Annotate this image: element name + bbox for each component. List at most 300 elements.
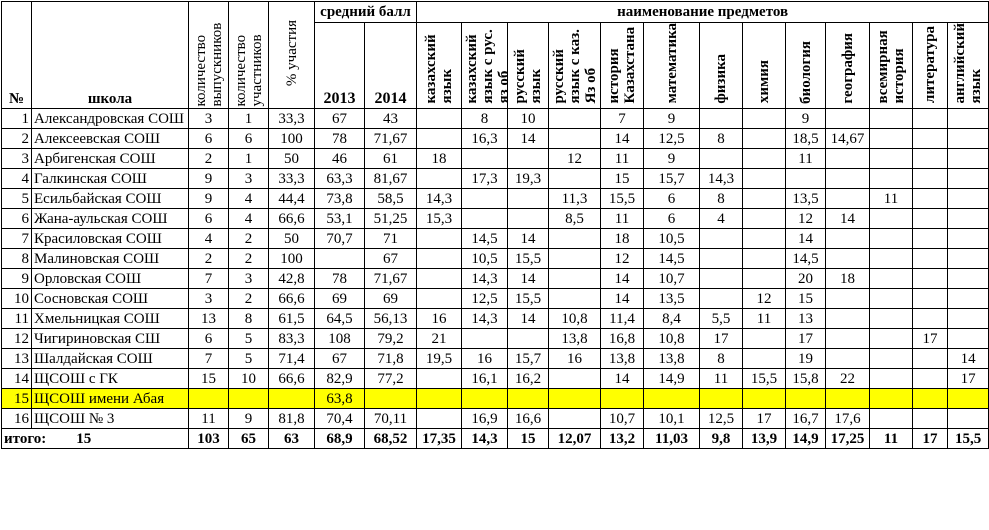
avg-score-2014: 56,13 (365, 309, 417, 329)
subject-score (948, 229, 989, 249)
table-row (2, 149, 989, 169)
school-name: Галкинская СОШ (32, 169, 189, 189)
school-name: Сосновская СОШ (32, 289, 189, 309)
subject-score (549, 249, 601, 269)
participation-pct: 61,5 (269, 309, 315, 329)
avg-score-2014: 77,2 (365, 369, 417, 389)
subject-score (786, 389, 826, 409)
subject-score (870, 289, 913, 309)
row-number: 1 (2, 109, 32, 129)
total-avg-2013: 68,9 (315, 429, 365, 449)
subject-score (948, 209, 989, 229)
avg-score-2014: 58,5 (365, 189, 417, 209)
table-header (2, 2, 989, 109)
subject-score: 15,5 (601, 189, 644, 209)
avg-score-2013: 70,4 (315, 409, 365, 429)
header-subject-label: география (839, 32, 856, 104)
subject-score (417, 129, 462, 149)
subject-score (913, 109, 948, 129)
subject-score: 11 (601, 209, 644, 229)
subject-score (826, 109, 870, 129)
subject-score: 16,2 (508, 369, 549, 389)
avg-score-2014: 71,8 (365, 349, 417, 369)
subject-score (913, 209, 948, 229)
participation-pct: 50 (269, 149, 315, 169)
header-subject-label: история Казахстана (606, 26, 639, 104)
graduates-count: 2 (189, 249, 229, 269)
subject-score (700, 109, 743, 129)
subject-score: 9 (644, 109, 700, 129)
subject-score (462, 209, 508, 229)
participation-pct: 66,6 (269, 369, 315, 389)
table-row (2, 409, 989, 429)
subject-score (508, 149, 549, 169)
subject-score: 17 (700, 329, 743, 349)
subject-score (508, 189, 549, 209)
subject-score: 13 (786, 309, 826, 329)
subject-score: 10,8 (644, 329, 700, 349)
school-name: Александровская СОШ (32, 109, 189, 129)
subject-score (743, 149, 786, 169)
header-subject-label: русский язык (512, 49, 545, 104)
subject-score (870, 229, 913, 249)
subject-score (644, 389, 700, 409)
subject-score (549, 109, 601, 129)
subject-score (743, 209, 786, 229)
subject-score (870, 329, 913, 349)
table-row (2, 269, 989, 289)
subject-score (508, 329, 549, 349)
header-subject-10 (870, 23, 913, 109)
avg-score-2014: 61 (365, 149, 417, 169)
subject-score (508, 209, 549, 229)
subject-score: 14 (508, 229, 549, 249)
subject-score (417, 229, 462, 249)
school-name: Чигириновская СШ (32, 329, 189, 349)
total-subject-score: 9,8 (700, 429, 743, 449)
header-school (32, 2, 189, 109)
subject-score: 14 (786, 229, 826, 249)
subject-score (826, 169, 870, 189)
participants-count: 2 (229, 249, 269, 269)
avg-score-2014: 71 (365, 229, 417, 249)
total-subject-score: 12,07 (549, 429, 601, 449)
subject-score: 15,3 (417, 209, 462, 229)
avg-score-2013: 69 (315, 289, 365, 309)
school-name: Алексеевская СОШ (32, 129, 189, 149)
subject-score (508, 389, 549, 409)
subject-score: 11 (786, 149, 826, 169)
totals-label: итого: (4, 430, 47, 447)
subject-score (870, 309, 913, 329)
subject-score (462, 189, 508, 209)
subject-score: 8 (462, 109, 508, 129)
participation-pct: 71,4 (269, 349, 315, 369)
totals-label-cell (2, 429, 189, 449)
participation-pct: 66,6 (269, 289, 315, 309)
subject-score (913, 269, 948, 289)
subject-score (549, 169, 601, 189)
avg-score-2014: 81,67 (365, 169, 417, 189)
school-name: Жана-аульская СОШ (32, 209, 189, 229)
subject-score (549, 129, 601, 149)
school-name: Хмельницкая СОШ (32, 309, 189, 329)
subject-score: 17 (913, 329, 948, 349)
subject-score (870, 169, 913, 189)
row-number: 10 (2, 289, 32, 309)
participants-count: 6 (229, 129, 269, 149)
subject-score: 10,7 (644, 269, 700, 289)
header-subject-5 (644, 23, 700, 109)
subject-score: 13,5 (786, 189, 826, 209)
subject-score (417, 409, 462, 429)
avg-score-2014: 43 (365, 109, 417, 129)
subject-score (826, 249, 870, 269)
avg-score-2013: 78 (315, 129, 365, 149)
subject-score: 14,67 (826, 129, 870, 149)
avg-score-2014: 70,11 (365, 409, 417, 429)
header-subject-2 (508, 23, 549, 109)
avg-score-2013 (315, 249, 365, 269)
header-subject-0 (417, 23, 462, 109)
header-year-2014-label: 2014 (374, 90, 407, 108)
subject-score (870, 269, 913, 289)
subject-score (913, 349, 948, 369)
subject-score: 13,8 (644, 349, 700, 369)
subject-score (743, 109, 786, 129)
school-name: Малиновская СОШ (32, 249, 189, 269)
row-number: 7 (2, 229, 32, 249)
row-number: 6 (2, 209, 32, 229)
total-subject-score: 13,2 (601, 429, 644, 449)
subject-score (549, 409, 601, 429)
subject-score: 14 (601, 289, 644, 309)
subject-score (913, 389, 948, 409)
avg-score-2013: 82,9 (315, 369, 365, 389)
subject-score: 18,5 (786, 129, 826, 149)
subject-score: 13,5 (644, 289, 700, 309)
header-subject-label: английский язык (952, 23, 985, 104)
avg-score-2013: 46 (315, 149, 365, 169)
subject-score: 8 (700, 129, 743, 149)
school-name: Есильбайская СОШ (32, 189, 189, 209)
participants-count: 5 (229, 349, 269, 369)
participants-count: 3 (229, 169, 269, 189)
table-row (2, 289, 989, 309)
subject-score: 11 (870, 189, 913, 209)
graduates-count: 15 (189, 369, 229, 389)
subject-score (913, 169, 948, 189)
subject-score: 18 (826, 269, 870, 289)
header-subject-12 (948, 23, 989, 109)
participation-pct: 50 (269, 229, 315, 249)
subject-score (870, 389, 913, 409)
subject-score (417, 389, 462, 409)
subject-score (743, 349, 786, 369)
total-subject-score: 13,9 (743, 429, 786, 449)
subject-score: 9 (786, 109, 826, 129)
subject-score: 13,8 (549, 329, 601, 349)
header-subject-6 (700, 23, 743, 109)
subject-score (549, 269, 601, 289)
subject-score (948, 289, 989, 309)
graduates-count: 9 (189, 189, 229, 209)
subject-score: 17 (786, 329, 826, 349)
graduates-count: 6 (189, 329, 229, 349)
subject-score: 11 (700, 369, 743, 389)
avg-score-2013: 64,5 (315, 309, 365, 329)
graduates-count (189, 389, 229, 409)
subject-score (417, 269, 462, 289)
subject-score (870, 209, 913, 229)
subject-score (948, 109, 989, 129)
header-graduates (189, 2, 229, 109)
header-subjects-title-label: наименование предметов (617, 4, 789, 20)
header-subject-label: биология (797, 40, 814, 104)
subject-score: 14 (948, 349, 989, 369)
subject-score: 15,7 (508, 349, 549, 369)
subject-score: 6 (644, 209, 700, 229)
subject-score (549, 289, 601, 309)
header-subject-11 (913, 23, 948, 109)
table-row (2, 229, 989, 249)
subject-score (743, 389, 786, 409)
subject-score: 14 (508, 309, 549, 329)
participants-count: 1 (229, 149, 269, 169)
subject-score (700, 229, 743, 249)
total-subject-score: 11,03 (644, 429, 700, 449)
header-subject-label: русский язык с каз. Яз об (551, 29, 600, 104)
subject-score: 14,3 (700, 169, 743, 189)
table-row (2, 349, 989, 369)
subject-score (549, 369, 601, 389)
subject-score: 16,1 (462, 369, 508, 389)
subject-score (948, 409, 989, 429)
table-row (2, 189, 989, 209)
subject-score: 14 (508, 129, 549, 149)
total-subject-score: 15,5 (948, 429, 989, 449)
subject-score (826, 229, 870, 249)
totals-row (2, 429, 989, 449)
total-participation-pct: 63 (269, 429, 315, 449)
subject-score (948, 389, 989, 409)
subject-score (948, 169, 989, 189)
header-subject-label: казахский язык (423, 34, 456, 104)
header-no (2, 2, 32, 109)
table-body (2, 109, 989, 449)
header-subject-1 (462, 23, 513, 109)
subject-score (743, 229, 786, 249)
subject-score (870, 129, 913, 149)
subject-score: 10,5 (644, 229, 700, 249)
table-row (2, 249, 989, 269)
school-name: ЩСОШ имени Абая (32, 389, 189, 409)
subject-score: 19,5 (417, 349, 462, 369)
subject-score: 14,5 (462, 229, 508, 249)
subject-score: 16,8 (601, 329, 644, 349)
subject-score: 15,7 (644, 169, 700, 189)
subject-score (417, 249, 462, 269)
avg-score-2013: 67 (315, 109, 365, 129)
avg-score-2014 (365, 389, 417, 409)
subject-score (870, 249, 913, 269)
subject-score: 17,3 (462, 169, 508, 189)
header-subject-label: математика (663, 23, 680, 104)
subject-score: 9 (644, 149, 700, 169)
participants-count (229, 389, 269, 409)
subject-score: 22 (826, 369, 870, 389)
subject-score (913, 289, 948, 309)
subject-score: 15,5 (508, 289, 549, 309)
participants-count: 10 (229, 369, 269, 389)
subject-score (743, 169, 786, 189)
header-graduates-label: количество выпускников (192, 22, 225, 106)
participation-pct: 83,3 (269, 329, 315, 349)
total-participants: 65 (229, 429, 269, 449)
subject-score: 14 (601, 269, 644, 289)
table-row (2, 129, 989, 149)
participants-count: 8 (229, 309, 269, 329)
header-participants (229, 2, 269, 109)
header-subject-7 (743, 23, 786, 109)
participants-count: 4 (229, 189, 269, 209)
subject-score (700, 389, 743, 409)
subject-score (462, 329, 508, 349)
avg-score-2013: 53,1 (315, 209, 365, 229)
subject-score (948, 189, 989, 209)
graduates-count: 13 (189, 309, 229, 329)
avg-score-2013: 67 (315, 349, 365, 369)
subject-score: 13,8 (601, 349, 644, 369)
subject-score: 8,5 (549, 209, 601, 229)
graduates-count: 6 (189, 129, 229, 149)
subject-score: 11 (601, 149, 644, 169)
table-row (2, 329, 989, 349)
header-participation-pct (269, 2, 315, 109)
graduates-count: 7 (189, 349, 229, 369)
avg-score-2014: 71,67 (365, 269, 417, 289)
row-number: 14 (2, 369, 32, 389)
graduates-count: 4 (189, 229, 229, 249)
subject-score: 17,6 (826, 409, 870, 429)
total-avg-2014: 68,52 (365, 429, 417, 449)
table-row (2, 309, 989, 329)
subject-score (417, 109, 462, 129)
subject-score (948, 249, 989, 269)
subject-score (826, 349, 870, 369)
subject-score (948, 329, 989, 349)
participants-count: 9 (229, 409, 269, 429)
avg-score-2013: 78 (315, 269, 365, 289)
subject-score (743, 189, 786, 209)
totals-school-count: 15 (76, 430, 92, 447)
subject-score (743, 329, 786, 349)
subject-score (826, 149, 870, 169)
header-subject-label: химия (756, 60, 773, 104)
subject-score (913, 149, 948, 169)
graduates-count: 9 (189, 169, 229, 189)
header-year-2013 (315, 23, 365, 109)
avg-score-2013: 63,8 (315, 389, 365, 409)
participants-count: 2 (229, 229, 269, 249)
subject-score: 16,9 (462, 409, 508, 429)
total-subject-score: 17,35 (417, 429, 462, 449)
school-name: Шалдайская СОШ (32, 349, 189, 369)
row-number: 15 (2, 389, 32, 409)
subject-score (948, 149, 989, 169)
header-subject-4 (601, 23, 644, 109)
participation-pct: 33,3 (269, 169, 315, 189)
subject-score (913, 189, 948, 209)
participation-pct: 42,8 (269, 269, 315, 289)
row-number: 9 (2, 269, 32, 289)
header-participation-pct-label: % участия (283, 19, 300, 86)
row-number: 13 (2, 349, 32, 369)
subject-score: 12 (549, 149, 601, 169)
header-participants-label: количество участников (232, 33, 265, 106)
subject-score: 12 (743, 289, 786, 309)
subject-score: 10,1 (644, 409, 700, 429)
subject-score: 4 (700, 209, 743, 229)
participants-count: 4 (229, 209, 269, 229)
subject-score (870, 149, 913, 169)
subject-score: 15 (601, 169, 644, 189)
total-subject-score: 15 (508, 429, 549, 449)
subject-score: 12,5 (700, 409, 743, 429)
subject-score: 16 (549, 349, 601, 369)
subject-score (913, 409, 948, 429)
graduates-count: 3 (189, 289, 229, 309)
school-name: Красиловская СОШ (32, 229, 189, 249)
subject-score: 14,5 (644, 249, 700, 269)
subject-score (601, 389, 644, 409)
avg-score-2013: 108 (315, 329, 365, 349)
table-row (2, 369, 989, 389)
subject-score: 14 (826, 209, 870, 229)
subject-score: 10,5 (462, 249, 508, 269)
subject-score: 14 (508, 269, 549, 289)
subject-score (786, 169, 826, 189)
subject-score: 14 (601, 129, 644, 149)
avg-score-2013: 63,3 (315, 169, 365, 189)
school-name: Арбигенская СОШ (32, 149, 189, 169)
subject-score: 10,7 (601, 409, 644, 429)
school-name: ЩСОШ № 3 (32, 409, 189, 429)
subject-score: 8 (700, 189, 743, 209)
subject-score (826, 309, 870, 329)
subject-score (417, 169, 462, 189)
header-subject-label: литература (922, 26, 939, 104)
header-subject-label: всемирная история (875, 30, 908, 104)
subject-score (870, 409, 913, 429)
header-year-2014 (365, 23, 417, 109)
header-year-2013-label: 2013 (323, 90, 356, 108)
subject-score: 14,9 (644, 369, 700, 389)
subject-score: 17 (948, 369, 989, 389)
total-subject-score: 11 (870, 429, 913, 449)
row-number: 8 (2, 249, 32, 269)
participation-pct: 100 (269, 129, 315, 149)
total-subject-score: 17 (913, 429, 948, 449)
subject-score: 14,3 (417, 189, 462, 209)
subject-score: 11 (743, 309, 786, 329)
graduates-count: 7 (189, 269, 229, 289)
subject-score (700, 289, 743, 309)
subject-score: 18 (417, 149, 462, 169)
subject-score: 12,5 (644, 129, 700, 149)
subject-score (417, 369, 462, 389)
participation-pct: 81,8 (269, 409, 315, 429)
